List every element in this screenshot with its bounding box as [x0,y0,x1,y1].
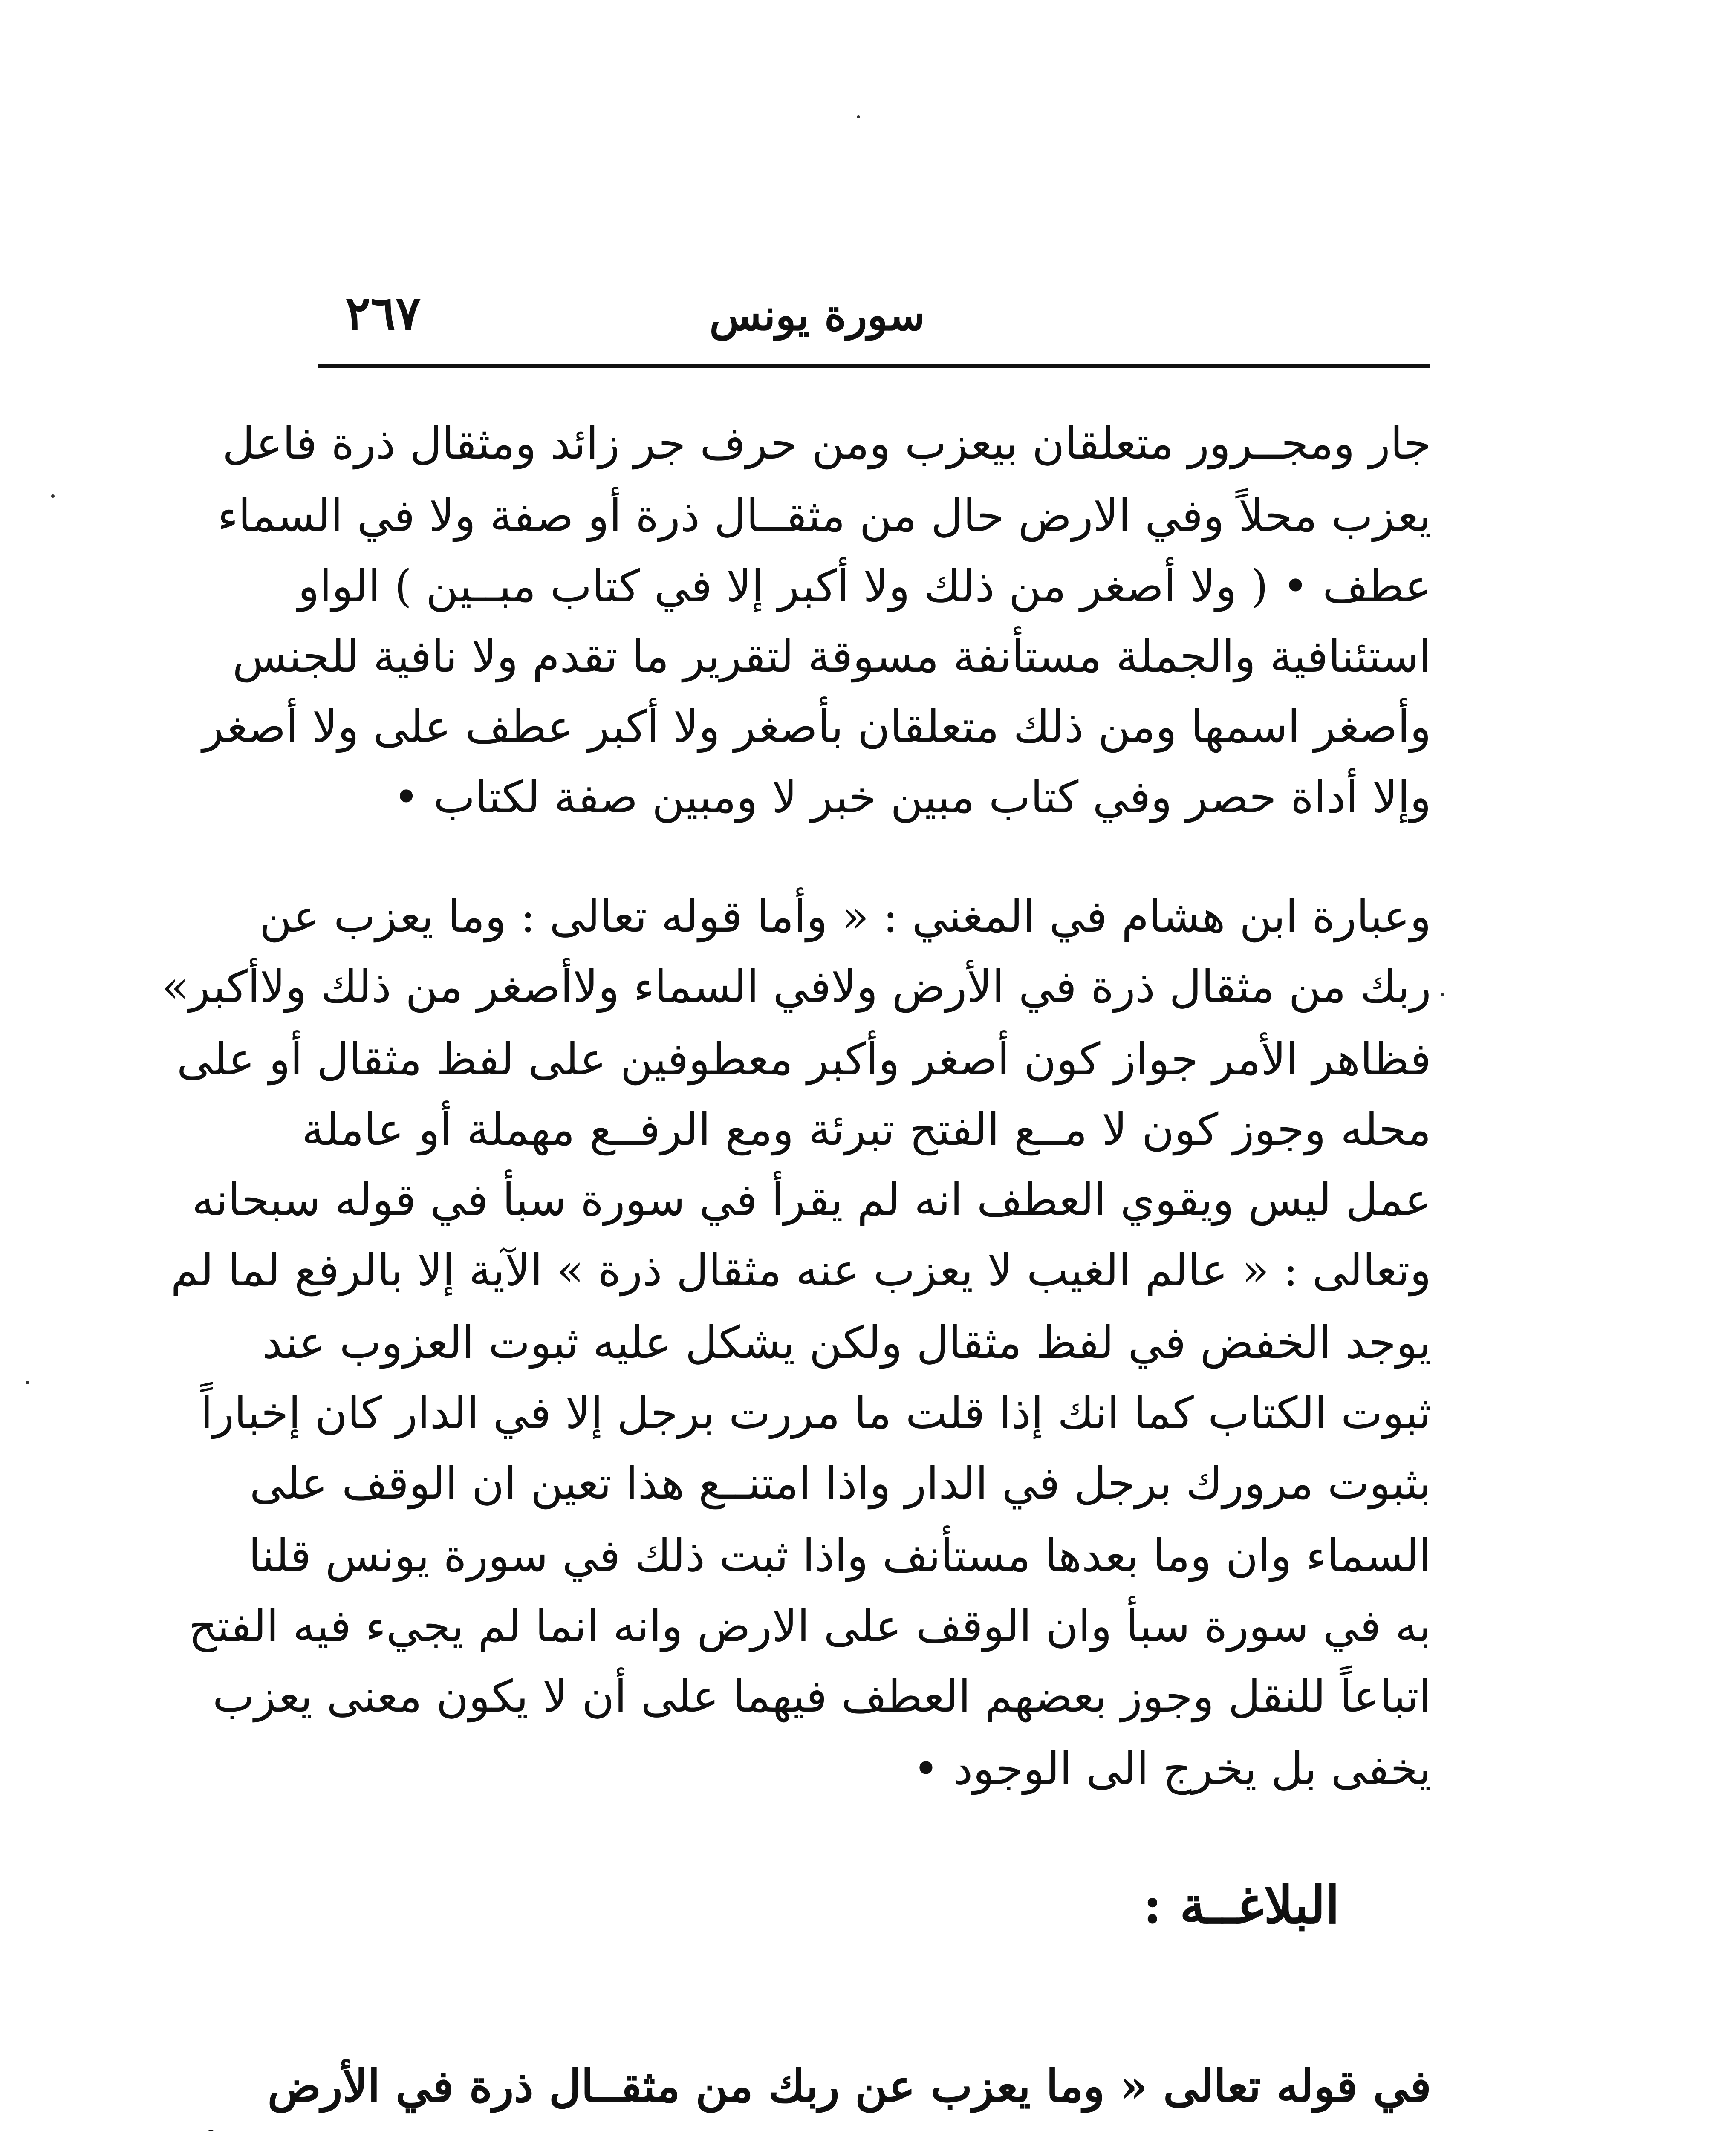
page-header [315,277,1432,349]
text-line [302,2129,1431,2131]
paper-speck [1441,993,1444,996]
text-line: وعبارة ابن هشام في المغني : « وأما قوله تعالى : وما يعزب عن [259,890,1431,942]
text-line: عمل ليس ويقوي العطف انه لم يقرأ في سورة سبأ في قوله سبحانه [192,1174,1431,1226]
text-line: وإلا أداة حصر وفي كتاب مبين خبر لا ومبين صفة لكتاب • [393,771,1431,823]
text-line: استئنافية والجملة مستأنفة مسوقة لتقرير ما تقدم ولا نافية للجنس [232,630,1431,682]
surah-title: سورة يونس [709,290,925,340]
text-line: عطف • ( ولا أصغر من ذلك ولا أكبر إلا في كتاب مبــين ) الواو [298,560,1431,612]
text-line: في قوله تعالى « وما يعزب عن ربك من مثقــال ذرة في الأرض [267,2060,1431,2112]
text-line: وأصغر اسمها ومن ذلك متعلقان بأصغر ولا أكبر عطف على ولا أصغر [202,701,1431,753]
text-line: وتعالى : « عالم الغيب لا يعزب عنه مثقال ذرة » الآية إلا بالرفع لما لم [170,1244,1431,1296]
text-line: به في سورة سبأ وان الوقف على الارض وانه انما لم يجيء فيه الفتح [188,1600,1431,1652]
text-line: جار ومجــرور متعلقان بيعزب ومن حرف جر زائد ومثقال ذرة فاعل [222,417,1431,469]
text-line: ثبوت الكتاب كما انك إذا قلت ما مررت برجل إلا في الدار كان إخباراً [200,1387,1431,1439]
text-line: فظاهر الأمر جواز كون أصغر وأكبر معطوفين على لفظ مثقال أو على [176,1033,1431,1085]
paper-speck [51,494,55,498]
text-line: السماء وان وما بعدها مستأنف واذا ثبت ذلك في سورة يونس قلنا [248,1530,1431,1582]
text-line: يخفى بل يخرج الى الوجود • [913,1743,1431,1795]
page-number: ٢٦٧ [345,286,421,341]
text-line: يوجد الخفض في لفظ مثقال ولكن يشكل عليه ثبوت العزوب عند [262,1317,1431,1369]
text-line: يعزب محلاً وفي الارض حال من مثقــال ذرة أو صفة ولا في السماء [217,490,1431,542]
text-line: بثبوت مرورك برجل في الدار واذا امتنــع هذا تعين ان الوقف على [249,1457,1431,1509]
paper-speck [857,115,860,118]
text-line: ربك من مثقال ذرة في الأرض ولافي السماء ولاأصغر من ذلك ولاأكبر» [161,961,1431,1013]
section-heading-balagha: البلاغــة : [1143,1875,1340,1935]
text-line: اتباعاً للنقل وجوز بعضهم العطف فيهما على أن لا يكون معنى يعزب [212,1670,1431,1722]
header-rule [318,364,1430,368]
paper-speck [26,1381,29,1384]
text-line: محله وجوز كون لا مــع الفتح تبرئة ومع الرفــع مهملة أو عاملة [302,1103,1431,1155]
